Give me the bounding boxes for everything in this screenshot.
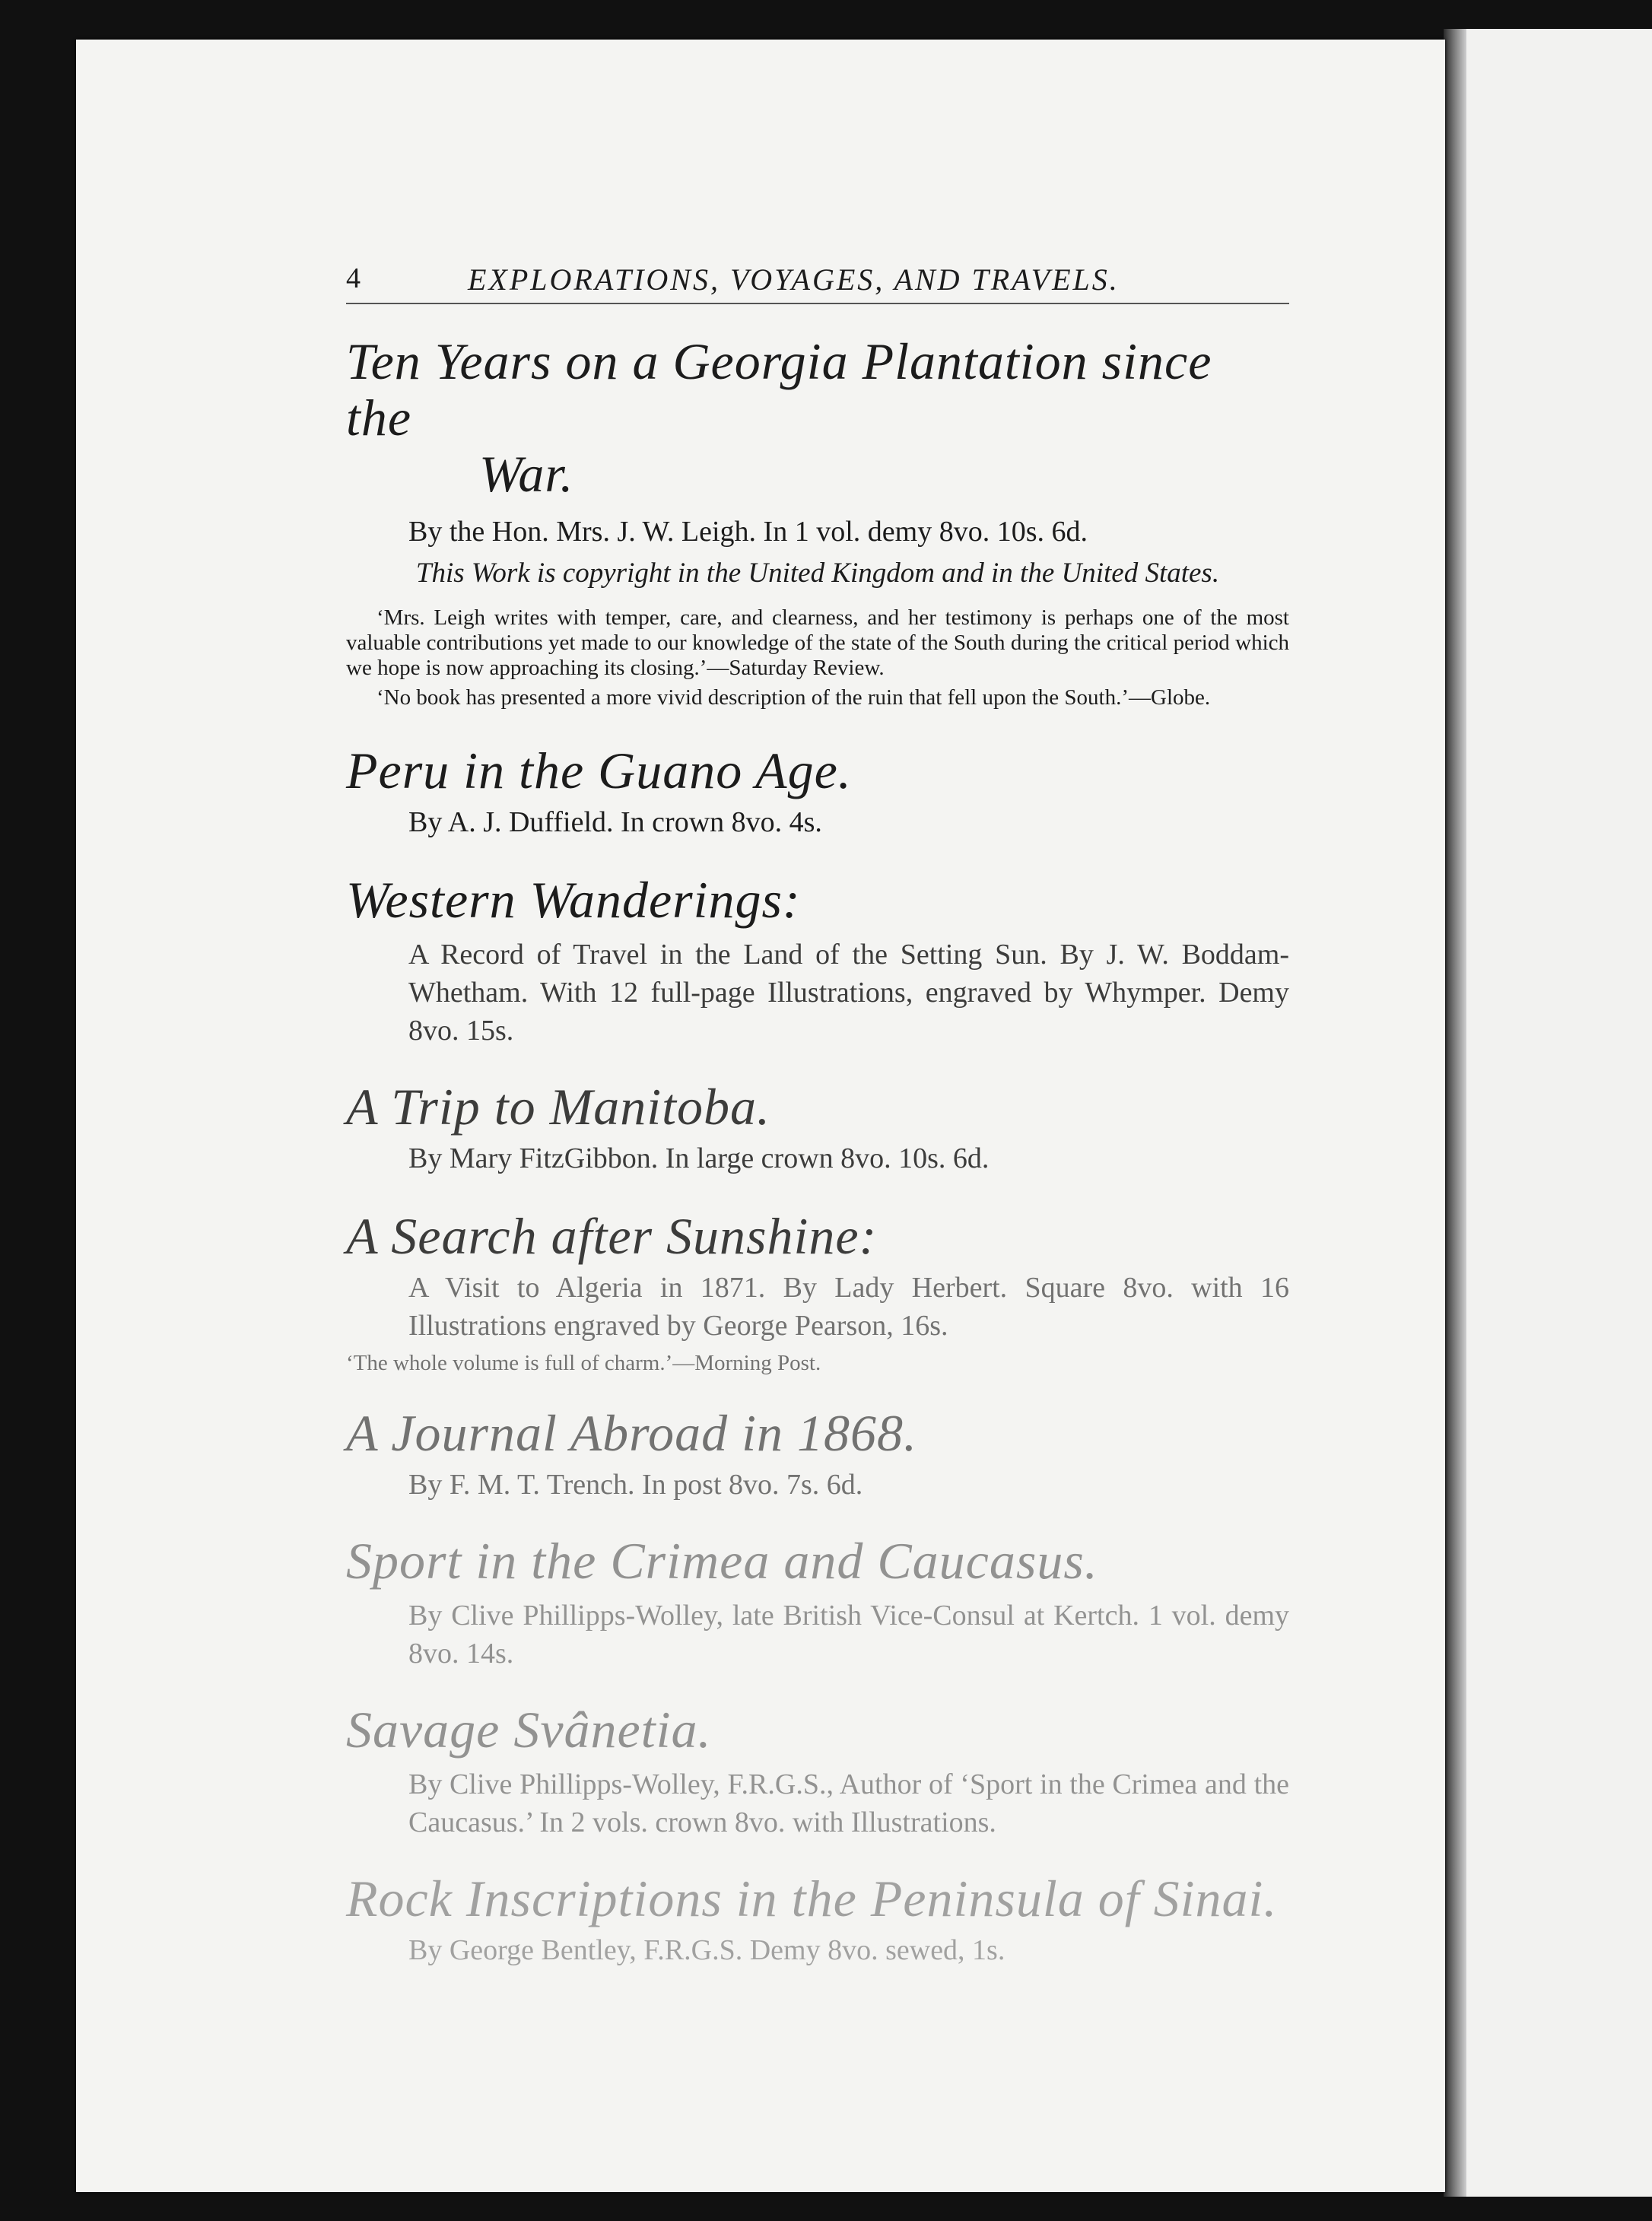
entry-title: Savage Svânetia. [346, 1701, 712, 1759]
entry-byline: By F. M. T. Trench. In post 8vo. 7s. 6d. [408, 1469, 863, 1501]
entry-title: A Journal Abroad in 1868. [346, 1404, 917, 1462]
review-quote: ‘No book has presented a more vivid description of the ruin that fell upon the South.’—Globe. [376, 685, 1211, 710]
entry-byline: By Mary FitzGibbon. In large crown 8vo. 10s. 6d. [408, 1142, 990, 1174]
entry-byline: By George Bentley, F.R.G.S. Demy 8vo. sewed, 1s. [408, 1934, 1005, 1966]
entry-title: Western Wanderings: [346, 871, 801, 929]
entry-byline: By A. J. Duffield. In crown 8vo. 4s. [408, 806, 822, 838]
entry-byline: A Record of Travel in the Land of the Setting Sun. By J. W. Boddam-Whetham. With 12 full-page Illustrations, engraved by Whymper. Demy 8vo. 15s. [408, 939, 1289, 1047]
page-content [346, 259, 1289, 1969]
entry-western-wanderings [346, 872, 1289, 1050]
book-gutter [1444, 29, 1466, 2197]
entry-title [346, 333, 1289, 502]
review-quote: ‘The whole volume is full of charm.’—Morning Post. [346, 1351, 821, 1375]
entry-title: Sport in the Crimea and Caucasus. [346, 1532, 1098, 1590]
entry-title-line1: Ten Years on a Georgia Plantation since the [346, 332, 1212, 446]
entry-search-after-sunshine [346, 1208, 1289, 1376]
entry-savage-svanetia [346, 1701, 1289, 1841]
review-quote: ‘Mrs. Leigh writes with temper, care, and clearness, and her testimony is perhaps one of the most valuable contributions yet made to our knowledge of the state of the South during the critical period which we hope is now approaching its closing.’—Saturday Review. [346, 605, 1289, 680]
entry-manitoba [346, 1079, 1289, 1177]
entry-byline: By Clive Phillipps-Wolley, F.R.G.S., Author of ‘Sport in the Crimea and the Caucasus.’ In 2 vols. crown 8vo. with Illustrations. [408, 1768, 1289, 1838]
entry-byline: By Clive Phillipps-Wolley, late British Vice-Consul at Kertch. 1 vol. demy 8vo. 14s. [408, 1600, 1289, 1670]
running-header [346, 259, 1289, 304]
entry-title: Rock Inscriptions in the Peninsula of Sinai. [346, 1870, 1278, 1927]
entry-title: Peru in the Guano Age. [346, 742, 852, 799]
entry-title: A Trip to Manitoba. [346, 1078, 771, 1136]
running-title: EXPLORATIONS, VOYAGES, AND TRAVELS. [468, 262, 1120, 297]
entry-title-line2: War. [479, 445, 574, 503]
entry-byline: By the Hon. Mrs. J. W. Leigh. In 1 vol. demy 8vo. 10s. 6d. [408, 516, 1088, 548]
page-number: 4 [346, 262, 363, 294]
copyright-note: This Work is copyright in the United Kingdom and in the United States. [415, 558, 1220, 589]
facing-page [1444, 29, 1652, 2197]
entry-journal-abroad [346, 1405, 1289, 1504]
entry-byline: A Visit to Algeria in 1871. By Lady Herbert. Square 8vo. with 16 Illustrations engraved by George Pearson, 16s. [408, 1272, 1289, 1342]
entry-rock-inscriptions [346, 1870, 1289, 1969]
entry-peru [346, 742, 1289, 841]
entry-georgia-plantation [346, 333, 1289, 710]
entry-title: A Search after Sunshine: [346, 1207, 878, 1265]
entry-sport-crimea [346, 1533, 1289, 1673]
